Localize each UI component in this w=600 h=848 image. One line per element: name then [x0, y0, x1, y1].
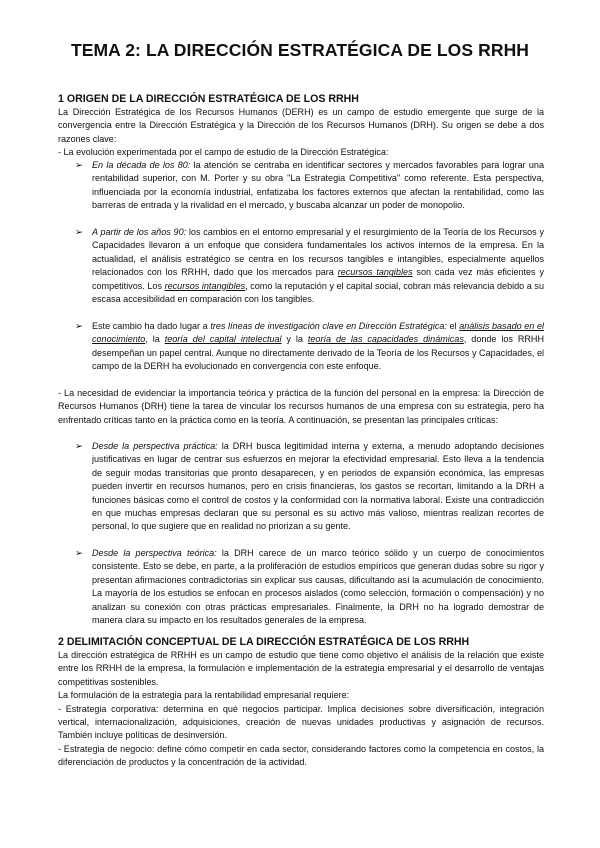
bullet-90s [92, 226, 544, 306]
bullet-text: , como la reputación y el capital social, cobran más relevancia debido a su escasa accesibilidad en comparación con los tangibles. [92, 280, 544, 305]
dynamic-capabilities-term: teoría de las capacidades dinámicas [307, 334, 464, 345]
reason-2: - La necesidad de evidenciar la importancia teórica y práctica de la función del personal en la empresa: la Dirección de Recursos Humanos (DRH) tiene la tarea de vincular los recursos humanos de una empresa con su estrategia, pero ha enfrentado críticas tanto en la práctica como en la teoría. A continuación, se presentan las principales críticas: [58, 388, 544, 425]
bullet-lead: En la década de los 80: [92, 160, 191, 170]
bullet-80s [92, 159, 544, 213]
bullet-lead: Desde la perspectiva teórica: [92, 548, 217, 558]
bullet-arrow-icon: ➢ [75, 160, 83, 171]
reason-1: - La evolución experimentada por el campo de estudio de la Dirección Estratégica: [58, 147, 389, 157]
bullet-lead: A partir de los años 90: [92, 227, 187, 237]
intellectual-capital-term: teoría del capital intelectual [164, 334, 282, 345]
section-1-heading: 1 ORIGEN DE LA DIRECCIÓN ESTRATÉGICA DE LOS RRHH [58, 93, 359, 105]
bullet-arrow-icon: ➢ [75, 321, 83, 332]
document-title: TEMA 2: LA DIRECCIÓN ESTRATÉGICA DE LOS RRHH [70, 40, 530, 60]
section-2-paragraph: - Estrategia de negocio: define cómo competir en cada sector, considerando factores como la competencia en costos, la diferenciación de productos y la concentración de la actividad. [58, 743, 544, 768]
bullet-practical [92, 440, 544, 534]
bullet-research-lines [92, 320, 544, 374]
bullet-text: , la [145, 334, 165, 345]
section-2-body [58, 649, 544, 770]
bullet-text: , donde los RRHH desempeñan un papel central. Aunque no directamente derivado de la Teoría de los Recursos y Capacidades, el campo de la DERH ha evolucionado en convergencia con este enfoque. [92, 334, 544, 372]
bullet-lead: Desde la perspectiva práctica: [92, 441, 218, 451]
bullet-theoretical [92, 547, 544, 627]
bullet-arrow-icon: ➢ [75, 441, 83, 452]
bullet-lead: tres líneas de investigación clave en Dirección Estratégica: [210, 321, 447, 331]
knowledge-analysis-term: análisis basado en el conocimiento [92, 321, 544, 345]
bullet-text: la DRH busca legitimidad interna y externa, a menudo adoptando decisiones justificativas en lugar de centrar sus esfuerzos en mejorar la efectividad empresarial. Esto lleva a la tendencia de seguir modas transitorias que pronto desaparecen, y en periodos de expansión económica, las empresas pueden invertir en recursos humanos, pero en crisis financieras, los gastos se recortan, limitando a la DRH a funciones básicas como el control de costos y la conformidad con la normativa laboral. Existe una contradicción en que muchas empresas declaran que su personal es su activo más valioso, mientras realizan recortes de personal, lo que sugiere que en realidad no priorizan a su gente. [92, 441, 544, 532]
bullet-text: la DRH carece de un marco teórico sólido y un cuerpo de conocimientos consistente. Esto se debe, en parte, a la proliferación de estudios empíricos que generan dudas sobre su rigor y presentan afirmaciones contradictorias sin explicar sus causas, dificultando así la acumulación de conocimiento. La mayoría de los estudios se enfocan en procesos aislados (como selección, formación o compensación) y no analizan su conexión con otras prácticas empresariales. Finalmente, la DRH no ha logrado demostrar de manera clara su impacto en los resultados generales de la empresa. [92, 548, 544, 626]
tangible-resources-term: recursos tangibles [337, 267, 413, 278]
bullet-text: Este cambio ha dado lugar a [92, 321, 211, 331]
section-2-paragraph: La formulación de la estrategia para la rentabilidad empresarial requiere: [58, 690, 350, 701]
bullet-arrow-icon: ➢ [75, 227, 83, 238]
section-2-paragraph: La dirección estratégica de RRHH es un campo de estudio que tiene como objetivo el análisis de la relación que existe entre los RRHH de la empresa, la formulación e implementación de la estrategia empresarial y el desarrollo de ventajas competitivas sostenibles. [58, 650, 544, 687]
section-2-heading: 2 DELIMITACIÓN CONCEPTUAL DE LA DIRECCIÓN ESTRATÉGICA DE LOS RRHH [58, 636, 470, 648]
bullet-text: y la [281, 334, 308, 345]
bullet-text: son cada vez más eficientes y competitivos. Los [92, 267, 544, 291]
bullet-text: la atención se centraba en identificar sectores y mercados favorables para lograr una rentabilidad superior, con M. Porter y su obra "La Estrategia Competitiva" como referente. Esta perspectiva, influenciada por la economía industrial, enfatizaba los factores externos que afectan la rentabilidad, como las barreras de entrada y la rivalidad en el mercado, y buscaba alcanzar un poder de monopolio. [92, 160, 544, 211]
bullet-text: el [446, 321, 460, 331]
bullet-text: los cambios en el entorno empresarial y el resurgimiento de la Teoría de los Recursos y Capacidades llevaron a un enfoque que considera fundamentales los activos internos de la empresa. En la actualidad, el análisis estratégico se centra en los recursos tangibles e intangibles, especialmente aquellos relacionados con los RRHH, dado que los mercados para [92, 227, 544, 278]
intangible-resources-term: recursos intangibles [164, 280, 246, 291]
bullet-arrow-icon: ➢ [75, 548, 83, 559]
section-1-intro: La Dirección Estratégica de los Recursos Humanos (DERH) es un campo de estudio emergente que surge de la convergencia entre la Dirección Estratégica y la Dirección de los Recursos Humanos (DRH). Su origen se debe a dos razones clave: [58, 107, 544, 144]
section-2-paragraph: - Estrategia corporativa: determina en qué negocios participar. Implica decisiones sobre diversificación, integración vertical, internacionalización, adquisiciones, creación de nuevas unidades productivas y asignación de recursos. También incluye políticas de desinversión. [58, 703, 544, 741]
